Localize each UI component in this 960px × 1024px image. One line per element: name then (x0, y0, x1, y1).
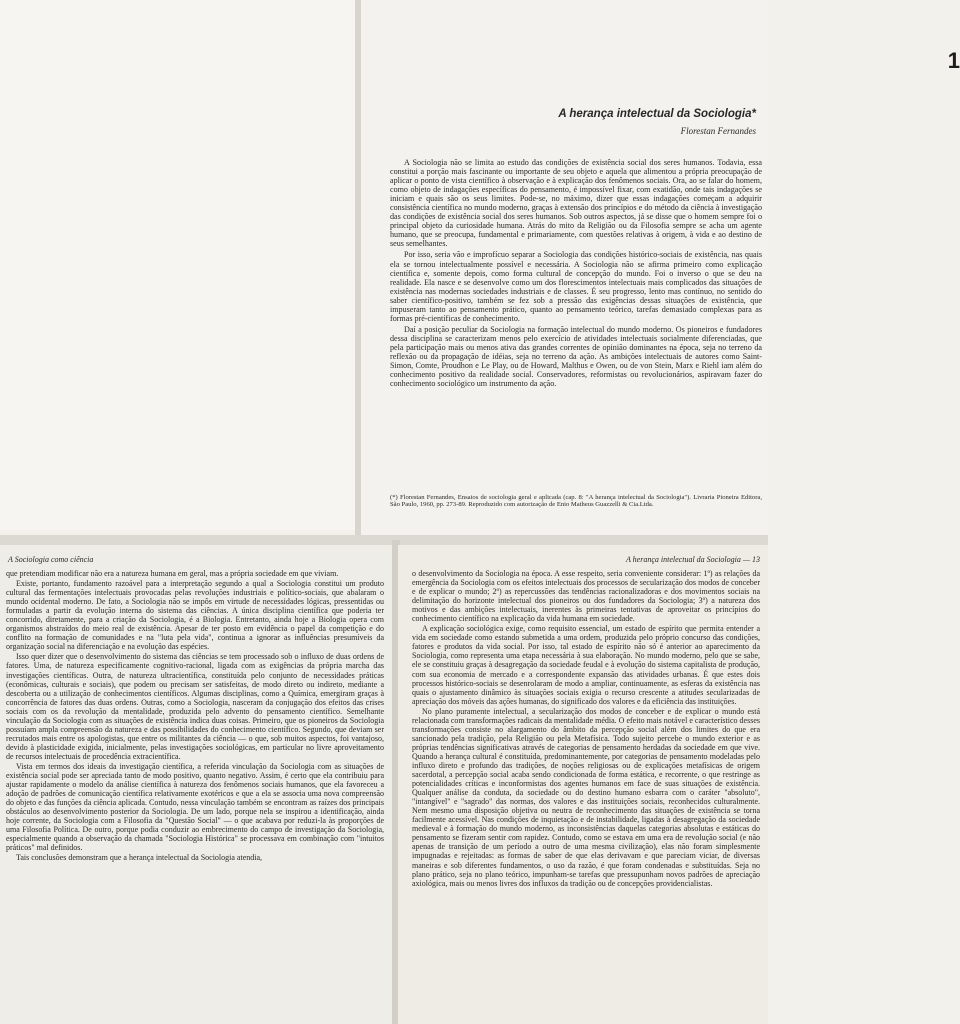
blank-facing-page (0, 0, 355, 530)
chapter-title: A herança intelectual da Sociologia* (558, 108, 756, 120)
running-head: A Sociologia como ciência (8, 555, 94, 564)
left-text-page (0, 545, 395, 1024)
left-page-text (6, 569, 384, 864)
paragraph: que pretendiam modificar não era a natureza humana em geral, mas a própria sociedade em que viviam. (6, 569, 339, 578)
paragraph: Daí a posição peculiar da Sociologia na formação intelectual do mundo moderno. Os pioneiros e fundadores dessa disciplina se caracterizam menos pelo exercício de atividades intelectuais socialmente diferenciadas, que pela participação mais ou menos ativa das grandes correntes de opinião dominantes na época, seja no terreno da reflexão ou da propagação de idéias, seja no terreno da ação. As ambições intelectuais de autores como Saint-Simon, Comte, Proudhon e Le Play, ou de Howard, Malthus e Owen, ou de von Stein, Marx e Riehl iam além do conhecimento positivo da realidade social. Conservadores, reformistas ou revolucionários, aspiravam fazer do conhecimento sociológico um instrumento da ação. (390, 324, 762, 389)
paragraph: Por isso, seria vão e improfícuo separar a Sociologia das condições histórico-sociais de existência, nas quais ela se tornou intelectualmente possível e necessária. A Sociologia não se afirma primeiro como explicação científica e, somente depois, como forma cultural de concepção do mundo. Foi o inverso o que se deu na realidade. Ela nasce e se desenvolve como um dos florescimentos intelectuais mais complicados das situações de existência nas modernas sociedades industriais e de classes. É seu progresso, lento mas contínuo, no sentido do saber científico-positivo, também se fez sob a pressão das exigências dessas situações de existência, que impuseram tanto ao pensamento prático, quanto ao pensamento teórico, tarefas demasiado complexas para as formas pré-científicas de conhecimento. (390, 250, 762, 323)
running-head: A herança intelectual da Sociologia — 13 (625, 555, 760, 564)
intro-text (390, 158, 762, 390)
right-page-text (412, 569, 760, 889)
paragraph: o desenvolvimento da Sociologia na época. A esse respeito, seria conveniente considerar: 1º) as relações da emergência da Sociologia com os efeitos intelectuais dos processos de secularização dos modos de conceber e de explicar o mundo; 2º) as repercussões das tendências racionalizadoras e dos movimentos sociais na delimitação do horizonte intelectual dos pioneiros ou dos fundadores da Sociologia; 3º) a natureza dos motivos e das ambições intelectuais, inerentes às primeiras tentativas de aproveitar os princípios do conhecimento científico na explicação da vida humana em sociedade. (412, 569, 760, 624)
paragraph: A explicação sociológica exige, como requisito essencial, um estado de espírito que permita entender a vida em sociedade como estando submetida a uma ordem, produzida pelo próprio concurso das condições, fatores e produtos da vida social. Por isso, tal estado de espírito não só é anterior ao aparecimento da Sociologia, como representa uma etapa necessária à sua elaboração. No mundo moderno, pelo que se sabe, ele se constituiu graças à desagregação da sociedade feudal e à evolução do sistema capitalista de produção, com sua economia de mercado e a correspondente expansão das atividades urbanas. É que estes dois processos histórico-sociais se desenrolaram de modo a ampliar, continuamente, as esferas da existência nas quais o ajustamento dinâmico às situações sociais exigia o recurso crescente a atitudes secularizadas de apreciação dos móveis das ações humanas, do significado dos valores e da eficiência das instituições. (412, 624, 760, 706)
paragraph: Vista em termos dos ideais da investigação científica, a referida vinculação da Sociologia com as situações de existência social pode ser apreciada tanto de modo positivo, quanto negativo. Assim, é certo que ela contribuiu para ajustar rapidamente o modelo da análise científica à natureza dos fenômenos sociais humanos, que ela favoreceu a adoção de padrões de comunicação científica relativamente exotéricos e que a ela se associa uma nova compreensão do objeto e das funções da ciência aplicada. Contudo, nessa vinculação também se encontram as raízes dos principais obstáculos ao desenvolvimento posterior da Sociologia. De um lado, porque nela se inspirou a identificação, ainda hoje corrente, da Sociologia com a Filosofia da "Questão Social" — o que acabava por reduzi-la às proporções de uma Filosofia Política. De outro, porque podia conduzir ao embrecimento do campo de investigação da Sociologia, especialmente quando a observação da chamada "Sociologia Histórica" se processava em combinação com "intuitos práticos" mal definidos. (6, 761, 384, 853)
page-gutter (355, 0, 361, 545)
chapter-opening-page (360, 0, 960, 540)
paragraph: Existe, portanto, fundamento razoável para a interpretação segundo a qual a Sociologia constitui um produto cultural das fermentações intelectuais provocadas pelas revoluções industriais e político-sociais, que abalaram o mundo ocidental moderno. De fato, a Sociologia não se impôs em virtude de necessidades lógicas, pressentidas ou formuladas a partir da evolução interna do sistema das ciências. A única disciplina científica que poderia ter concorrido, diretamente, para a criação da Sociologia, é a Biologia. Entretanto, ainda hoje a Biologia opera com organismos abstraídos do meio real de existência. Apesar de ter posto em evidência o papel da competição e do conflito na formação de comunidades e na "luta pela vida", continua a ignorar as influências presumíveis da organização social na diferenciação e na evolução das espécies. (6, 579, 384, 652)
footnote: (*) Florestan Fernandes, Ensaios de sociologia geral e aplicada (cap. 8: "A herança intelectual da Sociologia"). Livraria Pioneira Editora, São Paulo, 1960, pp. 273-89. Reproduzido com autorização de Enio Matheus Guazzelli & Cia.Ltda. (390, 494, 762, 509)
right-text-page (398, 545, 768, 1024)
chapter-number: 1 (947, 48, 960, 73)
chapter-author: Florestan Fernandes (680, 126, 756, 136)
paragraph: Isso quer dizer que o desenvolvimento do sistema das ciências se tem processado sob o influxo de duas ordens de fatores. Uma, de natureza especificamente cognitivo-racional, ligada com as exigências da própria marcha das investigações científicas. Outra, de natureza ultracientífica, constituída pelo conjunto de necessidades práticas (econômicas, culturais e sociais), que podem ou precisam ser satisfeitas, de modo direto ou indireto, mediante a descoberta ou a utilização de conhecimentos científicos. Algumas disciplinas, como a Química, emergiram graças à concorrência de fatores das duas ordens. Outras, como a Sociologia, nasceram da conjugação dos efeitos das crises sociais com os da revolução da mentalidade, produzida pelo advento do pensamento científico. Semelhante vinculação da Sociologia com as situações de existência indica duas coisas. Primeiro, que os pioneiros da Sociologia possuíam ampla compreensão da natureza e das possibilidades do conhecimento científico. Segundo, que deviam ser recrutados mais entre os apologistas, que entre os militantes da ciência — o que, sob muitos aspectos, foi vantajoso, devido à plasticidade exigida, inicialmente, pelas investigações sociológicas, em particular no livre aproveitamento de recursos intelectuais de procedência extracientífica. (6, 652, 384, 761)
paragraph: Tais conclusões demonstram que a herança intelectual da Sociologia atendia, (16, 853, 263, 863)
paragraph: A Sociologia não se limita ao estudo das condições de existência social dos seres humanos. Todavia, essa constitui a porção mais fascinante ou importante de seu objeto e aquela que alimentou a própria preocupação de aplicar o ponto de vista científico à observação e à explicação dos fenômenos sociais. Ora, ao se falar do homem, como objeto de indagações específicas do pensamento, é impossível fixar, com exatidão, onde tais indagações se iniciam e quais são os seus limites. Pode-se, no máximo, dizer que essas indagações começam a adquirir consistência científica no mundo moderno, graças à extensão dos princípios e do método da ciência à investigação das condições de existência social dos seres humanos. Sob outros aspectos, já se disse que o homem sempre foi o principal objeto da curiosidade humana. Atrás do mito da Religião ou da Filosofia sempre se acha um agente humano, que se preocupa, fundamental e primariamente, com questões relativas à origem, à vida e ao destino de seus semelhantes. (390, 158, 762, 249)
paragraph: No plano puramente intelectual, a secularização dos modos de conceber e de explicar o mundo está relacionada com transformações radicais da mentalidade média. O efeito mais notável e característico desses transformações consiste no alargamento do âmbito da percepção social além dos limites do que era sancionado pela tradição, pela Religião ou pela Metafísica. Todo sujeito percebe o mundo exterior e as próprias tendências significativas através de categorias de pensamento herdadas da sociedade em que vive. Quando a herança cultural é constituída, predominantemente, por categorias de pensamento modeladas pelo influxo direto e profundo das tradições, de noções religiosas ou de explicações metafísicas de origem sacerdotal, a percepção social acaba sendo condicionada de forma estática, e recorrente, o que restringe as potencialidades críticas e inconformistas dos agentes humanos em face de suas situações de existência. Qualquer análise da conduta, da sociedade ou do destino humano esbarra com o caráter "absoluto", "intangível" e "sagrado" das normas, dos valores e das instituições sociais, reconhecidos culturalmente. Nem mesmo uma disposição objetiva ou neutra de reconhecimento das situações de existência se torna facilmente acessível. Nas condições de inquietação e de instabilidade, ligadas à desagregação da sociedade medieval e à formação do mundo moderno, as inconsistências daquelas categorias absolutas e estáticas do pensamento se fizeram sentir com rapidez. Contudo, como se estava em uma era de revolução social (e não apenas de transição de um período a outro de uma mesma civilização), elas não foram simplesmente impugnadas e rejeitadas: as formas de saber de que elas derivavam e que pareciam viciar, de diversas maneiras e sob diferentes fundamentos, o uso da razão, é que foram condenadas e substituídas. Seja no plano prático, seja no plano teórico, impunham-se tarefas que pressupunham novos padrões de apreciação axiológica, mais ou menos livres dos influxos da tradição ou de concepções providencialistas. (412, 706, 760, 888)
